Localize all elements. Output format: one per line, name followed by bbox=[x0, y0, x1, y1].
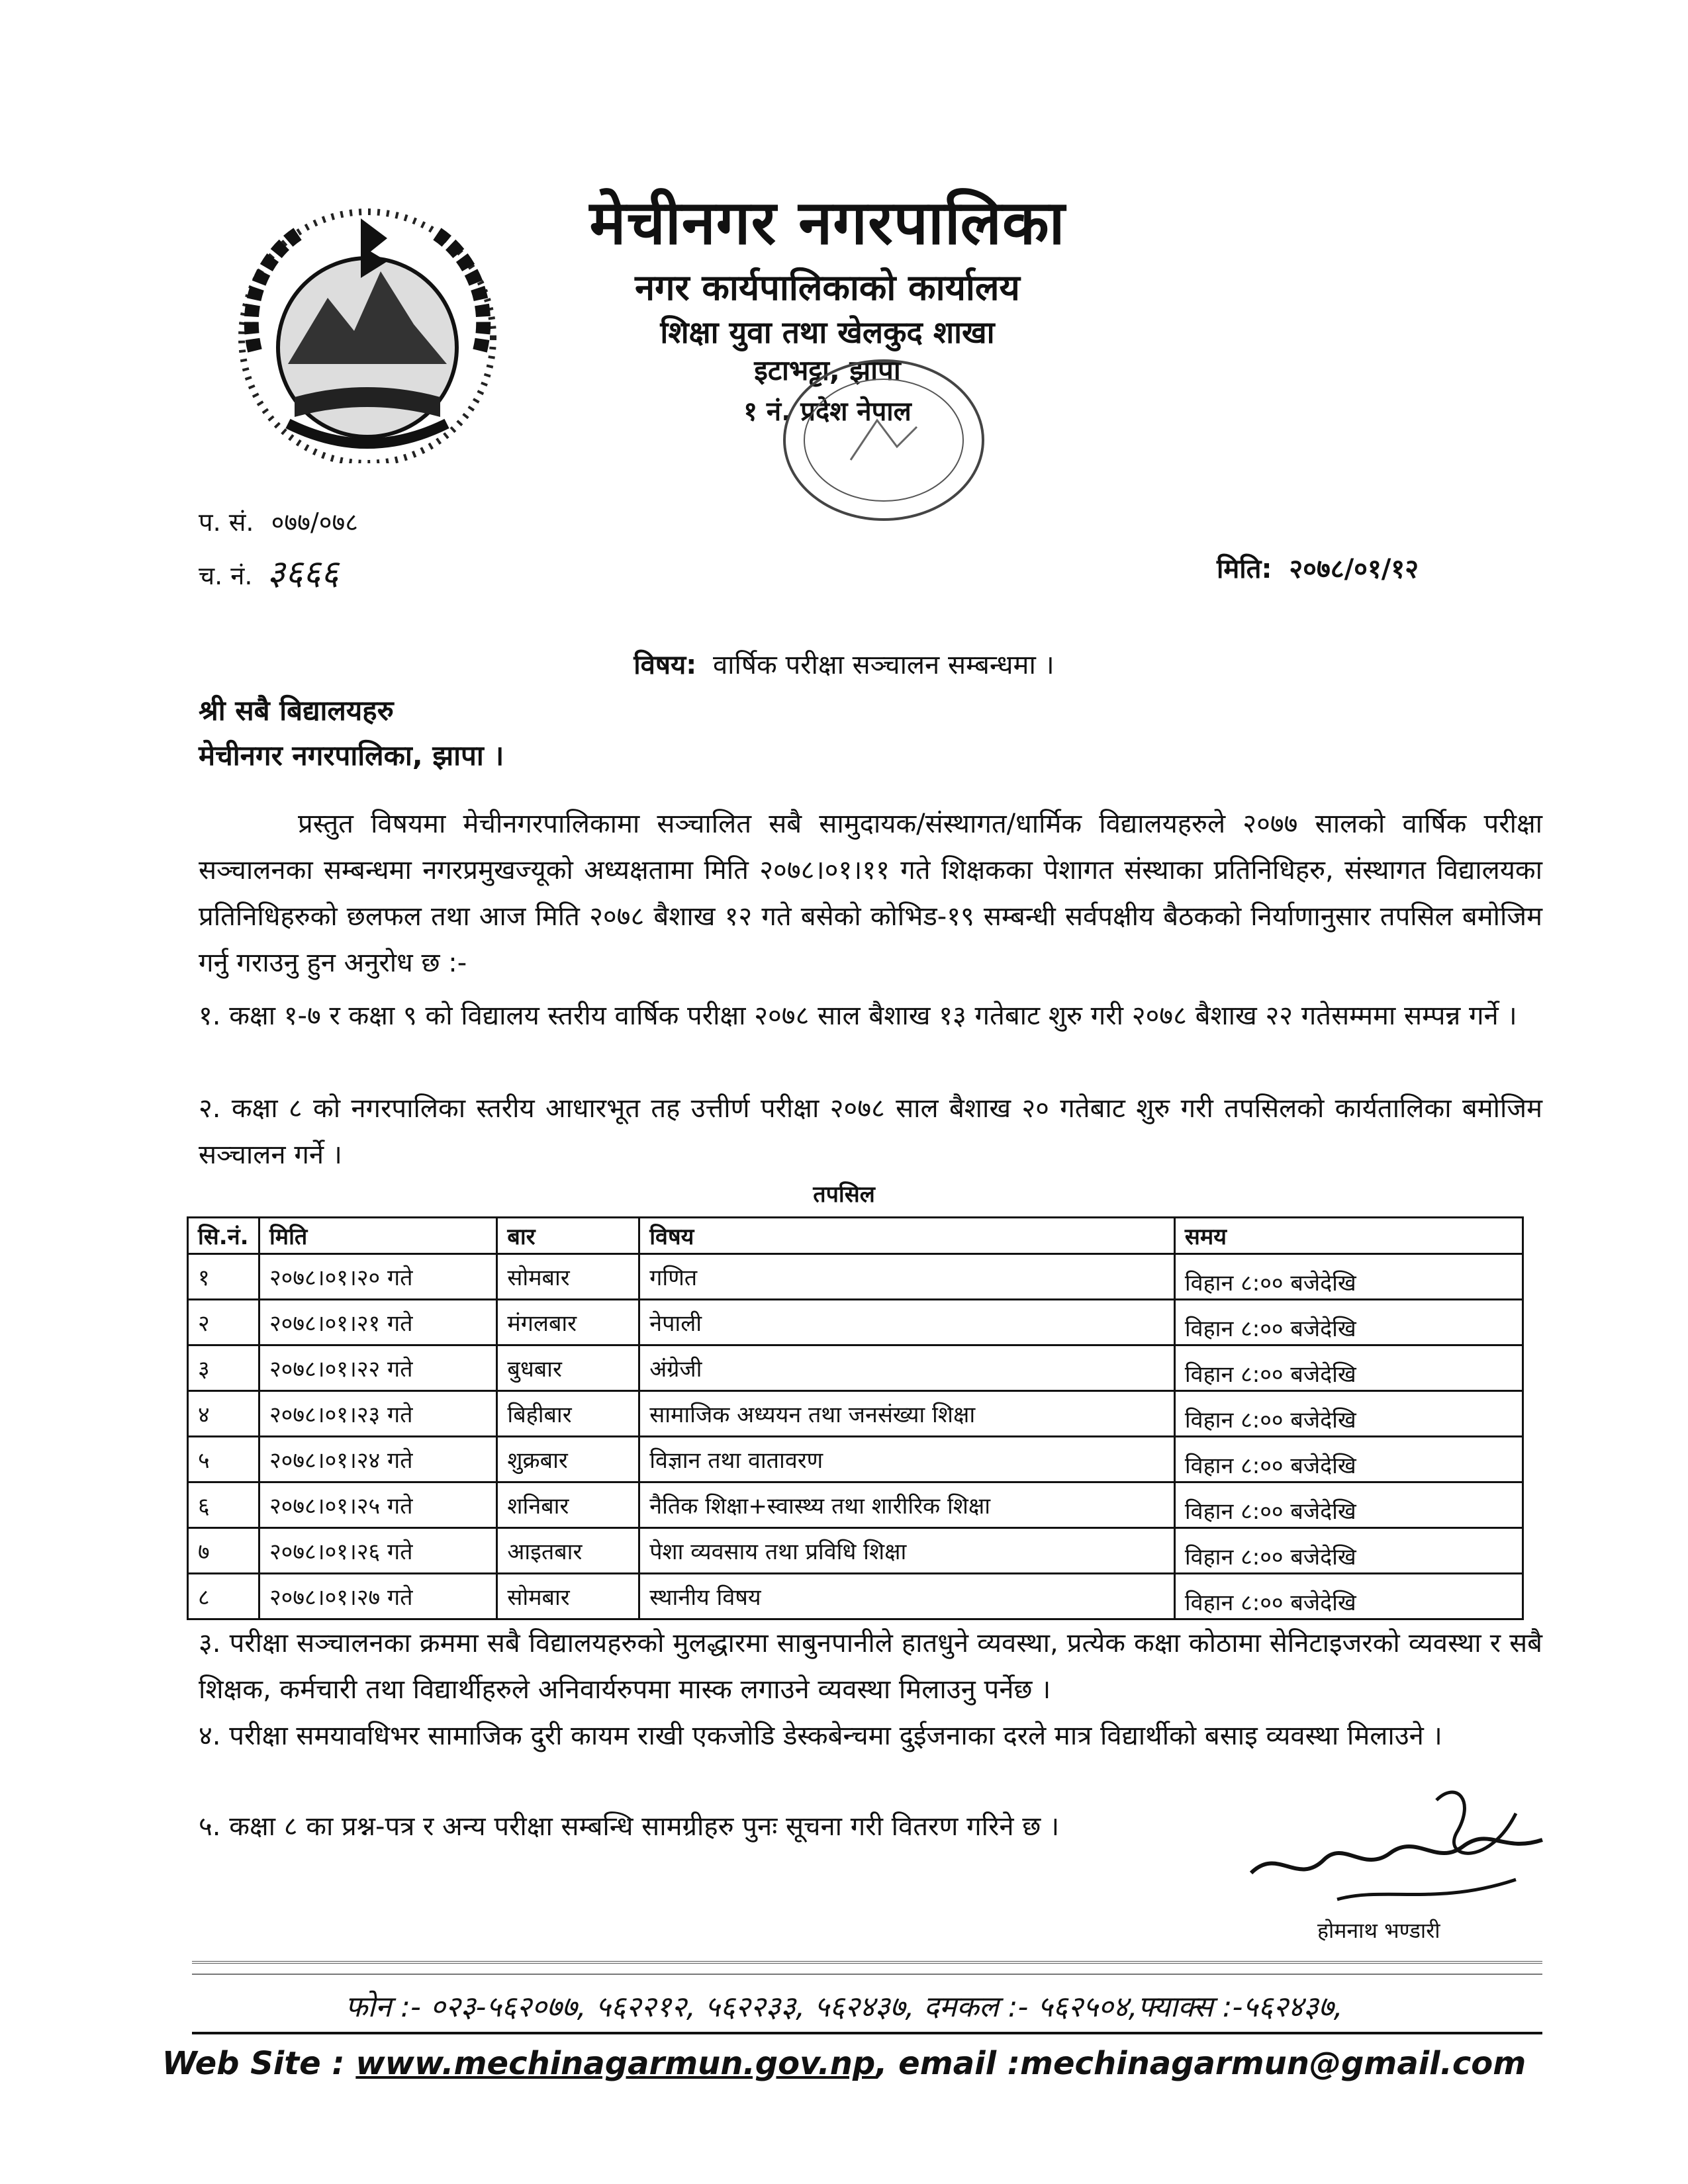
cell-subject: सामाजिक अध्ययन तथा जनसंख्या शिक्षा bbox=[639, 1391, 1175, 1437]
table-row bbox=[188, 1437, 1523, 1482]
cell-time: विहान ८:०० बजेदेखि bbox=[1174, 1391, 1523, 1437]
date-value: २०७८/०१/१२ bbox=[1289, 554, 1419, 584]
table-body bbox=[188, 1254, 1523, 1619]
table-header-row bbox=[188, 1218, 1523, 1254]
recipient-line1: श्री सबै बिद्यालयहरु bbox=[199, 694, 394, 727]
office-stamp-icon bbox=[765, 341, 1003, 539]
table-row bbox=[188, 1345, 1523, 1391]
cell-sn: ७ bbox=[188, 1528, 259, 1574]
table-row bbox=[188, 1300, 1523, 1345]
cell-day: शनिबार bbox=[497, 1482, 639, 1528]
footer-divider-top bbox=[192, 1961, 1542, 1964]
cell-subject: विज्ञान तथा वातावरण bbox=[639, 1437, 1175, 1482]
cell-subject: अंग्रेजी bbox=[639, 1345, 1175, 1391]
section-name: शिक्षा युवा तथा खेलकुद शाखा bbox=[660, 314, 995, 350]
cell-day: बुधबार bbox=[497, 1345, 639, 1391]
signatory-name: होमनाथ भण्डारी bbox=[1317, 1918, 1440, 1943]
cell-date: २०७८।०१।२५ गते bbox=[259, 1482, 496, 1528]
email-text: , email :mechinagarmun@gmail.com bbox=[875, 2045, 1526, 2082]
cell-date: २०७८।०१।२४ गते bbox=[259, 1437, 496, 1482]
cell-sn: ५ bbox=[188, 1437, 259, 1482]
point-5: ५. कक्षा ८ का प्रश्न-पत्र र अन्य परीक्षा सम्बन्धि सामग्रीहरु पुनः सूचना गरी वितरण गरिने छ । bbox=[199, 1811, 1060, 1842]
cell-day: शुक्रबार bbox=[497, 1437, 639, 1482]
cell-date: २०७८।०१।२२ गते bbox=[259, 1345, 496, 1391]
cell-day: आइतबार bbox=[497, 1528, 639, 1574]
point-4: ४. परीक्षा समयावधिभर सामाजिक दुरी कायम राखी एकजोडि डेस्कबेन्चमा दुईजनाका दरले मात्र विद्यार्थीको बसाइ व्यवस्था मिलाउने । bbox=[199, 1721, 1442, 1751]
cell-time: विहान ८:०० बजेदेखि bbox=[1174, 1345, 1523, 1391]
cell-sn: २ bbox=[188, 1300, 259, 1345]
table-row bbox=[188, 1574, 1523, 1619]
cell-day: सोमबार bbox=[497, 1574, 639, 1619]
table-row bbox=[188, 1391, 1523, 1437]
cell-day: मंगलबार bbox=[497, 1300, 639, 1345]
col-day: बार bbox=[497, 1218, 639, 1254]
footer-divider-thin bbox=[192, 1974, 1542, 1975]
schedule-title: तपसिल bbox=[813, 1181, 875, 1208]
cell-time: विहान ८:०० बजेदेखि bbox=[1174, 1574, 1523, 1619]
date-label: मिति: bbox=[1217, 554, 1272, 584]
web-line bbox=[0, 2045, 1688, 2082]
col-date: मिति bbox=[259, 1218, 496, 1254]
point-2: २. कक्षा ८ को नगरपालिका स्तरीय आधारभूत तह उत्तीर्ण परीक्षा २०७८ साल बैशाख २० गतेबाट शुरु गरी तपसिलको कार्यतालिका बमोजिम सञ्चालन गर्ने । bbox=[199, 1093, 1542, 1170]
subject-text: वार्षिक परीक्षा सञ्चालन सम्बन्धमा । bbox=[712, 650, 1055, 680]
table-row bbox=[188, 1254, 1523, 1300]
cell-date: २०७८।०१।२१ गते bbox=[259, 1300, 496, 1345]
website-link[interactable]: www.mechinagarmun.gov.np bbox=[355, 2045, 876, 2082]
subject-label: विषय: bbox=[633, 650, 697, 680]
cell-sn: ६ bbox=[188, 1482, 259, 1528]
cell-date: २०७८।०१।२३ गते bbox=[259, 1391, 496, 1437]
cell-time: विहान ८:०० बजेदेखि bbox=[1174, 1482, 1523, 1528]
table-row bbox=[188, 1528, 1523, 1574]
web-label: Web Site : bbox=[162, 2045, 356, 2082]
col-sn: सि.नं. bbox=[188, 1218, 259, 1254]
cell-subject: स्थानीय विषय bbox=[639, 1574, 1175, 1619]
schedule-table bbox=[187, 1216, 1524, 1620]
col-subject: विषय bbox=[639, 1218, 1175, 1254]
cn-label: च. नं. bbox=[199, 561, 253, 590]
handwritten-signature-icon bbox=[1238, 1774, 1556, 1926]
cn-value: ३६६६ bbox=[267, 553, 339, 593]
location: इटाभट्टा, झापा bbox=[754, 354, 901, 387]
recipient bbox=[199, 688, 504, 778]
cell-subject: पेशा व्यवसाय तथा प्रविधि शिक्षा bbox=[639, 1528, 1175, 1574]
col-time: समय bbox=[1174, 1218, 1523, 1254]
cell-subject: गणित bbox=[639, 1254, 1175, 1300]
cell-day: सोमबार bbox=[497, 1254, 639, 1300]
cell-subject: नैतिक शिक्षा+स्वास्थ्य तथा शारीरिक शिक्षा bbox=[639, 1482, 1175, 1528]
table-row bbox=[188, 1482, 1523, 1528]
subject-line bbox=[0, 645, 1688, 682]
cell-sn: ४ bbox=[188, 1391, 259, 1437]
cell-time: विहान ८:०० बजेदेखि bbox=[1174, 1254, 1523, 1300]
province: १ नं. प्रदेश नेपाल bbox=[743, 396, 912, 427]
cell-subject: नेपाली bbox=[639, 1300, 1175, 1345]
cell-sn: ८ bbox=[188, 1574, 259, 1619]
reference-ps bbox=[199, 504, 358, 539]
point-3: ३. परीक्षा सञ्चालनका क्रममा सबै विद्यालयहरुको मुलद्धारमा साबुनपानीले हातधुने व्यवस्था, प्रत्येक कक्षा कोठामा सेनिटाइजरको व्यवस्था र सबै शिक्षक, कर्मचारी तथा विद्यार्थीहरुले अनिवार्यरुपमा मास्क लगाउने व्यवस्था मिलाउनु पर्नेछ । bbox=[199, 1628, 1542, 1705]
ps-label: प. सं. bbox=[199, 508, 254, 537]
letter-date bbox=[1217, 549, 1419, 586]
intro-paragraph: प्रस्तुत विषयमा मेचीनगरपालिकामा सञ्चालित सबै सामुदायक/संस्थागत/धार्मिक विद्यालयहरुले २०७७ सालको वार्षिक परीक्षा सञ्चालनका सम्बन्धमा नगरप्रमुखज्यूको अध्यक्षतामा मिति २०७८।०१।११ गते शिक्षकका पेशागत संस्थाका प्रतिनिधिहरु, संस्थागत विद्यालयका प्रतिनिधिहरुको छलफल तथा आज मिति २०७८ बैशाख १२ गते बसेको कोभिड-१९ सम्बन्धी सर्वपक्षीय बैठकको निर्याणानुसार तपसिल बमोजिम गर्नु गराउनु हुन अनुरोध छ :- bbox=[199, 809, 1542, 978]
cell-time: विहान ८:०० बजेदेखि bbox=[1174, 1300, 1523, 1345]
phone-line: फोन :- ०२३-५६२०७७, ५६२२१२, ५६२२३३, ५६२४३७, दमकल :- ५६२५०४,फ्याक्स :-५६२४३७, bbox=[345, 1990, 1343, 2024]
cell-sn: १ bbox=[188, 1254, 259, 1300]
office-name: नगर कार्यपालिकाको कार्यालय bbox=[635, 267, 1020, 308]
cell-time: विहान ८:०० बजेदेखि bbox=[1174, 1437, 1523, 1482]
cell-day: बिहीबार bbox=[497, 1391, 639, 1437]
recipient-line2: मेचीनगर नगरपालिका, झापा । bbox=[199, 739, 504, 772]
cell-sn: ३ bbox=[188, 1345, 259, 1391]
point-1: १. कक्षा १-७ र कक्षा ९ को विद्यालय स्तरीय वार्षिक परीक्षा २०७८ साल बैशाख १३ गतेबाट शुरु गरी २०७८ बैशाख २२ गतेसम्ममा सम्पन्न गर्ने । bbox=[199, 1001, 1517, 1031]
cell-date: २०७८।०१।२६ गते bbox=[259, 1528, 496, 1574]
cell-date: २०७८।०१।२० गते bbox=[259, 1254, 496, 1300]
footer-divider-bottom bbox=[192, 2032, 1542, 2034]
reference-cn bbox=[199, 548, 339, 595]
org-name: मेचीनगर नगरपालिका bbox=[589, 187, 1066, 258]
cell-date: २०७८।०१।२७ गते bbox=[259, 1574, 496, 1619]
ps-value: ०७७/०७८ bbox=[271, 508, 358, 537]
cell-time: विहान ८:०० बजेदेखि bbox=[1174, 1528, 1523, 1574]
